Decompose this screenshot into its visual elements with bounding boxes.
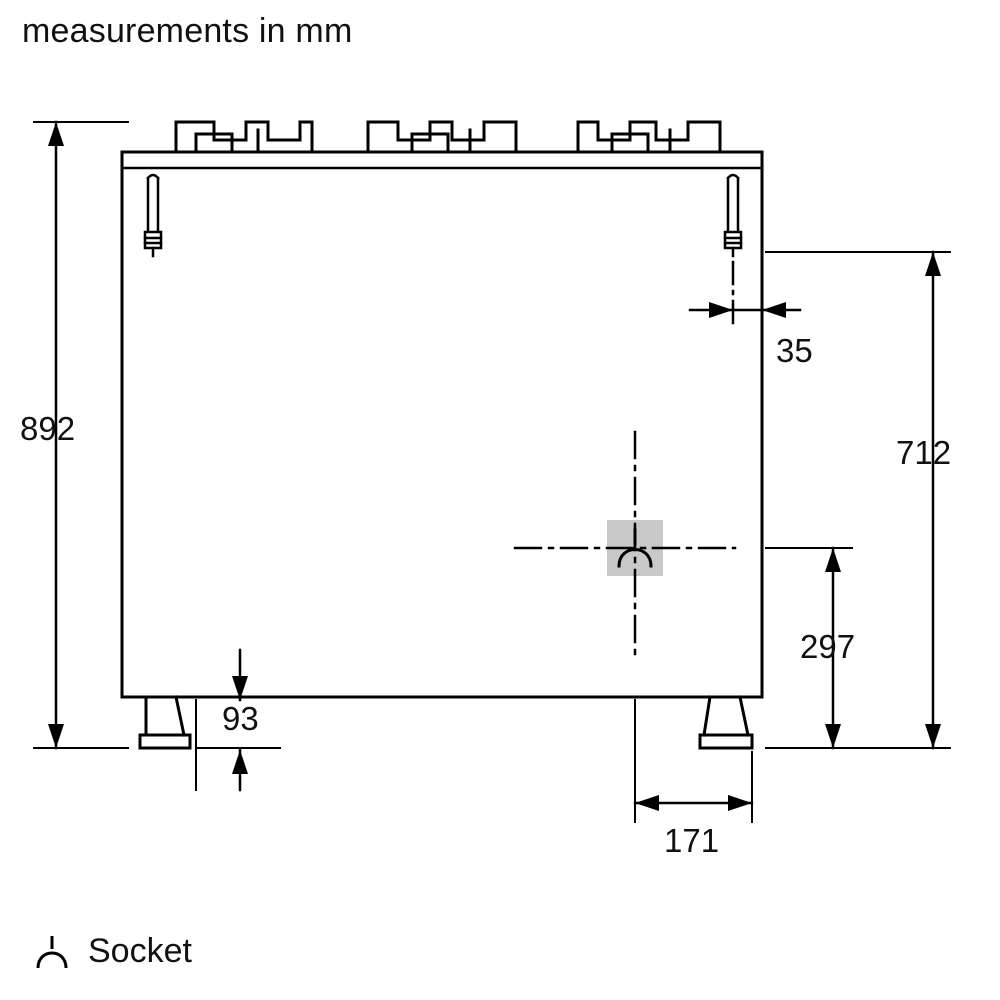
dim-171 [635, 795, 752, 811]
hob-grate-left [176, 122, 312, 152]
dimension-label-35: 35 [776, 332, 813, 369]
dim-712 [925, 252, 941, 748]
dimension-label-171: 171 [664, 822, 720, 859]
socket-legend-icon [28, 930, 76, 978]
leg-left [140, 697, 190, 748]
dimension-label-93: 93 [222, 700, 259, 737]
dimension-label-712: 712 [896, 434, 952, 471]
dimension-label-297: 297 [800, 628, 856, 665]
page-title: measurements in mm [22, 12, 353, 50]
hob-grate-center [368, 122, 516, 152]
appliance-body [122, 152, 762, 697]
dimension-label-892: 892 [20, 410, 76, 447]
hob-grate-right [578, 122, 720, 152]
legend-label: Socket [88, 932, 192, 970]
leg-right [700, 697, 752, 748]
